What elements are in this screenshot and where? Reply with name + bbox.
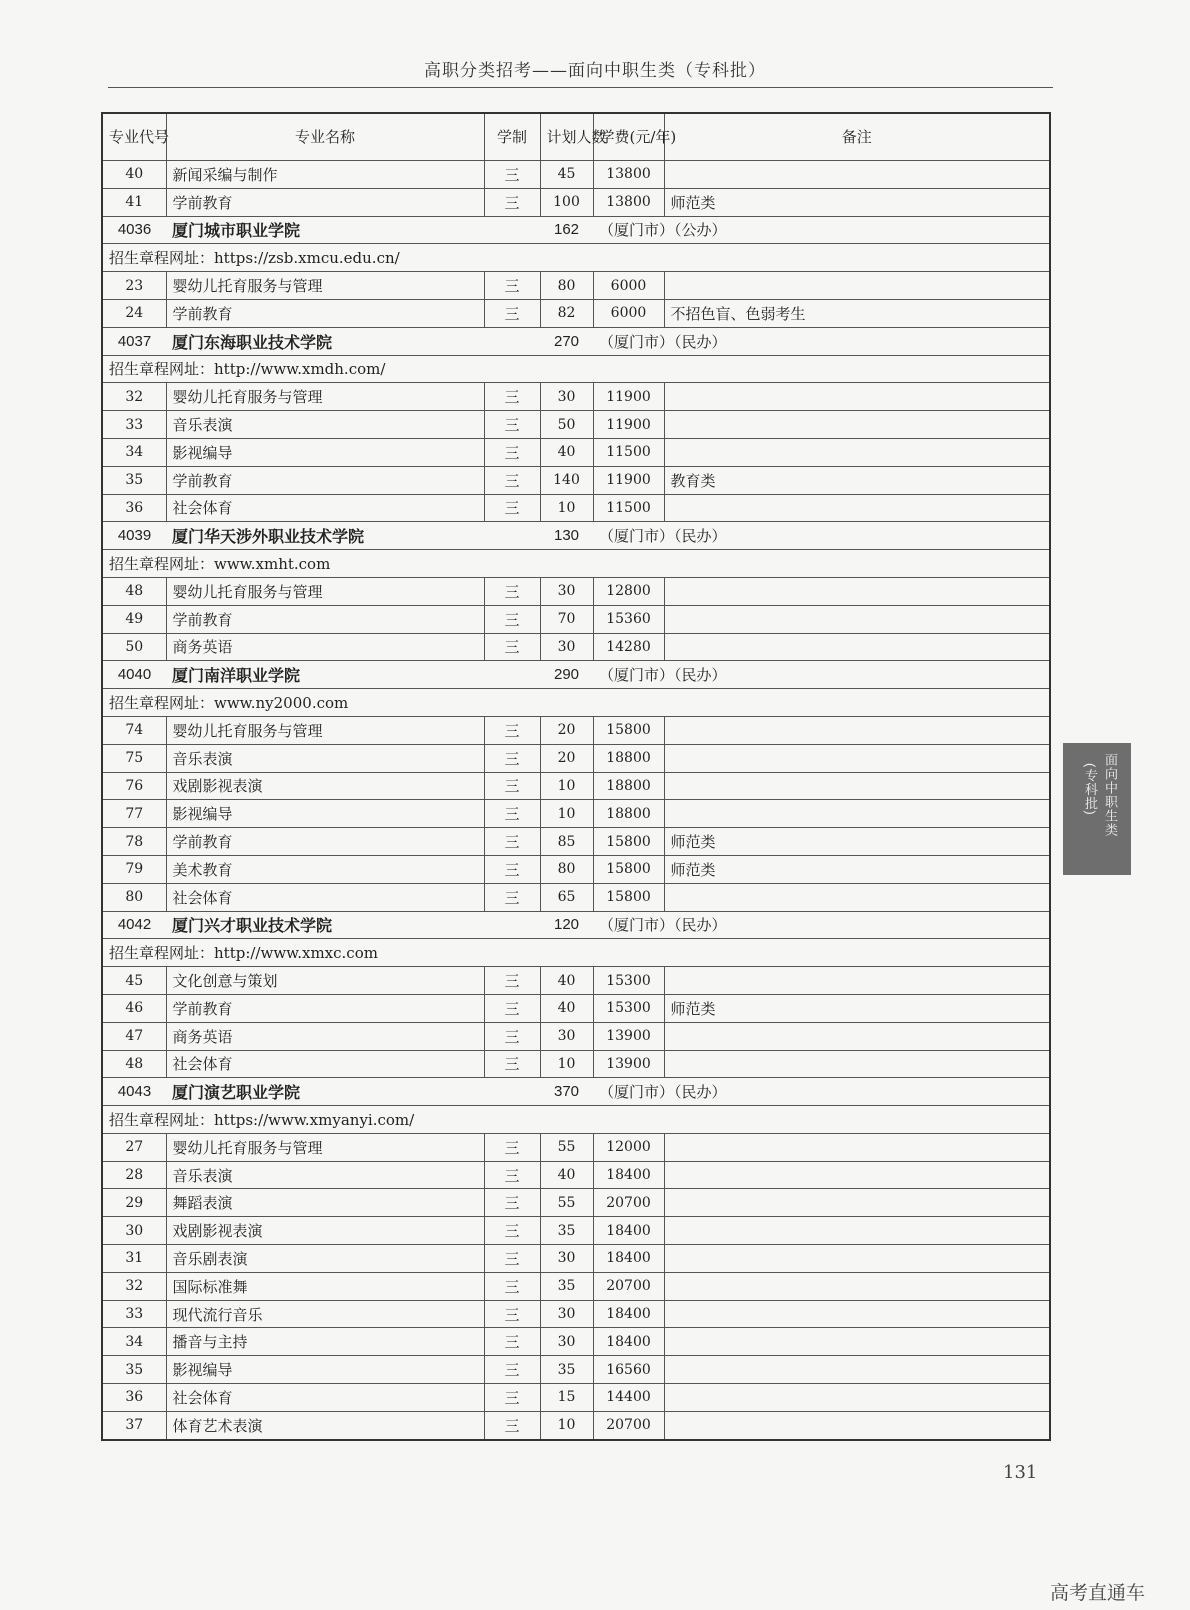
major-note: [664, 1022, 1050, 1050]
major-duration: 三: [484, 438, 540, 466]
major-note: [664, 1384, 1050, 1412]
major-name: 社会体育: [166, 1384, 484, 1412]
major-code: 48: [102, 1050, 166, 1078]
table-row: [102, 633, 1050, 661]
major-name: 音乐表演: [166, 411, 484, 439]
table-row: [102, 883, 1050, 911]
major-name: 影视编导: [166, 800, 484, 828]
major-plan: 35: [540, 1356, 593, 1384]
major-name: 婴幼儿托育服务与管理: [166, 577, 484, 605]
major-code: 31: [102, 1245, 166, 1273]
major-fee: 11500: [593, 438, 664, 466]
school-url: 招生章程网址：www.xmht.com: [102, 550, 1050, 578]
school-url: 招生章程网址：http://www.xmxc.com: [102, 939, 1050, 967]
major-plan: 40: [540, 438, 593, 466]
col-header-duration: 学制: [484, 113, 540, 161]
table-row: [102, 1217, 1050, 1245]
major-fee: 16560: [593, 1356, 664, 1384]
table-row: [102, 716, 1050, 744]
major-code: 34: [102, 438, 166, 466]
major-plan: 30: [540, 1022, 593, 1050]
major-duration: 三: [484, 1384, 540, 1412]
school-location: （厦门市）（民办）: [593, 911, 1050, 939]
major-fee: 15300: [593, 967, 664, 995]
major-plan: 20: [540, 716, 593, 744]
major-fee: 15800: [593, 716, 664, 744]
major-note: [664, 772, 1050, 800]
major-note: 不招色盲、色弱考生: [664, 299, 1050, 327]
table-row: [102, 1161, 1050, 1189]
major-note: [664, 161, 1050, 189]
major-duration: 三: [484, 1189, 540, 1217]
major-plan: 35: [540, 1217, 593, 1245]
major-duration: 三: [484, 1161, 540, 1189]
major-duration: 三: [484, 1217, 540, 1245]
major-code: 30: [102, 1217, 166, 1245]
major-plan: 40: [540, 967, 593, 995]
major-name: 音乐剧表演: [166, 1245, 484, 1273]
school-row: [102, 911, 1050, 939]
major-duration: 三: [484, 800, 540, 828]
table-row: [102, 1050, 1050, 1078]
school-location: （厦门市）（民办）: [593, 1078, 1050, 1106]
page-number: 131: [1003, 1462, 1038, 1483]
major-fee: 15360: [593, 605, 664, 633]
major-fee: 18400: [593, 1161, 664, 1189]
table-row: [102, 994, 1050, 1022]
table-row: [102, 272, 1050, 300]
major-name: 音乐表演: [166, 744, 484, 772]
major-duration: 三: [484, 1356, 540, 1384]
school-url: 招生章程网址：http://www.xmdh.com/: [102, 355, 1050, 383]
school-url: 招生章程网址：https://zsb.xmcu.edu.cn/: [102, 244, 1050, 272]
major-fee: 18800: [593, 744, 664, 772]
school-plan-total: 270: [540, 327, 593, 355]
school-url-row: [102, 355, 1050, 383]
school-url: 招生章程网址：www.ny2000.com: [102, 689, 1050, 717]
major-code: 35: [102, 466, 166, 494]
major-fee: 18400: [593, 1217, 664, 1245]
major-note: [664, 383, 1050, 411]
school-code: 4040: [102, 661, 166, 689]
major-note: [664, 577, 1050, 605]
major-name: 社会体育: [166, 1050, 484, 1078]
school-name: 厦门南洋职业学院: [166, 661, 540, 689]
school-plan-total: 370: [540, 1078, 593, 1106]
major-plan: 20: [540, 744, 593, 772]
school-code: 4042: [102, 911, 166, 939]
major-duration: 三: [484, 1411, 540, 1439]
table-row: [102, 1356, 1050, 1384]
table-row: [102, 855, 1050, 883]
table-row: [102, 1328, 1050, 1356]
col-header-code: 专业代号: [102, 113, 166, 161]
major-code: 48: [102, 577, 166, 605]
school-plan-total: 290: [540, 661, 593, 689]
major-code: 29: [102, 1189, 166, 1217]
major-fee: 14400: [593, 1384, 664, 1412]
major-name: 婴幼儿托育服务与管理: [166, 272, 484, 300]
table-row: [102, 383, 1050, 411]
section-side-tab: [1063, 743, 1131, 875]
school-url: 招生章程网址：https://www.xmyanyi.com/: [102, 1106, 1050, 1134]
school-url-row: [102, 244, 1050, 272]
table-row: [102, 1245, 1050, 1273]
major-note: [664, 883, 1050, 911]
major-name: 影视编导: [166, 1356, 484, 1384]
major-note: 师范类: [664, 855, 1050, 883]
table-row: [102, 605, 1050, 633]
major-name: 体育艺术表演: [166, 1411, 484, 1439]
table-row: [102, 800, 1050, 828]
major-note: [664, 744, 1050, 772]
major-note: [664, 1245, 1050, 1273]
major-duration: 三: [484, 1133, 540, 1161]
school-url-row: [102, 939, 1050, 967]
major-fee: 18400: [593, 1245, 664, 1273]
major-duration: 三: [484, 1022, 540, 1050]
school-plan-total: 162: [540, 216, 593, 244]
major-duration: 三: [484, 1272, 540, 1300]
table-row: [102, 967, 1050, 995]
table-row: [102, 744, 1050, 772]
school-name: 厦门华天涉外职业技术学院: [166, 522, 540, 550]
school-row: [102, 661, 1050, 689]
major-fee: 15800: [593, 855, 664, 883]
col-header-plan: 计划人数: [540, 113, 593, 161]
major-note: [664, 605, 1050, 633]
major-plan: 40: [540, 994, 593, 1022]
school-url-row: [102, 689, 1050, 717]
major-note: [664, 1050, 1050, 1078]
major-plan: 30: [540, 633, 593, 661]
major-name: 学前教育: [166, 299, 484, 327]
major-duration: 三: [484, 828, 540, 856]
major-plan: 30: [540, 1300, 593, 1328]
table-row: [102, 1133, 1050, 1161]
major-code: 41: [102, 188, 166, 216]
school-code: 4043: [102, 1078, 166, 1106]
major-code: 46: [102, 994, 166, 1022]
major-duration: 三: [484, 994, 540, 1022]
major-plan: 35: [540, 1272, 593, 1300]
major-duration: 三: [484, 716, 540, 744]
major-fee: 15800: [593, 883, 664, 911]
major-note: [664, 1133, 1050, 1161]
major-fee: 6000: [593, 272, 664, 300]
school-row: [102, 522, 1050, 550]
watermark: 高考直通车: [1050, 1583, 1146, 1604]
major-plan: 55: [540, 1189, 593, 1217]
school-location: （厦门市）（公办）: [593, 216, 1050, 244]
major-plan: 85: [540, 828, 593, 856]
major-note: [664, 272, 1050, 300]
table-row: [102, 188, 1050, 216]
major-plan: 15: [540, 1384, 593, 1412]
major-code: 34: [102, 1328, 166, 1356]
major-code: 23: [102, 272, 166, 300]
school-row: [102, 216, 1050, 244]
major-plan: 40: [540, 1161, 593, 1189]
major-code: 78: [102, 828, 166, 856]
major-plan: 10: [540, 494, 593, 522]
major-note: [664, 411, 1050, 439]
major-duration: 三: [484, 1328, 540, 1356]
table-row: [102, 828, 1050, 856]
major-code: 27: [102, 1133, 166, 1161]
major-note: [664, 1300, 1050, 1328]
major-duration: 三: [484, 744, 540, 772]
major-duration: 三: [484, 633, 540, 661]
major-note: [664, 1356, 1050, 1384]
school-code: 4036: [102, 216, 166, 244]
school-plan-total: 120: [540, 911, 593, 939]
school-location: （厦门市）（民办）: [593, 661, 1050, 689]
major-note: 教育类: [664, 466, 1050, 494]
school-name: 厦门演艺职业学院: [166, 1078, 540, 1106]
major-duration: 三: [484, 1245, 540, 1273]
major-plan: 10: [540, 1050, 593, 1078]
major-name: 戏剧影视表演: [166, 772, 484, 800]
table-row: [102, 494, 1050, 522]
major-name: 现代流行音乐: [166, 1300, 484, 1328]
major-code: 80: [102, 883, 166, 911]
col-header-fee: 学费(元/年): [593, 113, 664, 161]
major-fee: 13900: [593, 1022, 664, 1050]
major-code: 76: [102, 772, 166, 800]
side-tab-sublabel: (专科批): [1083, 763, 1098, 816]
major-duration: 三: [484, 577, 540, 605]
major-duration: 三: [484, 299, 540, 327]
major-code: 40: [102, 161, 166, 189]
major-plan: 10: [540, 772, 593, 800]
major-fee: 12000: [593, 1133, 664, 1161]
major-name: 美术教育: [166, 855, 484, 883]
major-fee: 18800: [593, 772, 664, 800]
major-name: 婴幼儿托育服务与管理: [166, 383, 484, 411]
major-fee: 6000: [593, 299, 664, 327]
major-note: [664, 494, 1050, 522]
header-divider: [108, 87, 1053, 88]
school-code: 4039: [102, 522, 166, 550]
major-note: [664, 1161, 1050, 1189]
table-row: [102, 466, 1050, 494]
major-plan: 70: [540, 605, 593, 633]
major-note: [664, 716, 1050, 744]
major-plan: 30: [540, 1328, 593, 1356]
major-code: 33: [102, 411, 166, 439]
major-note: 师范类: [664, 188, 1050, 216]
major-plan: 30: [540, 1245, 593, 1273]
major-code: 50: [102, 633, 166, 661]
table-row: [102, 1022, 1050, 1050]
major-code: 35: [102, 1356, 166, 1384]
major-fee: 13800: [593, 161, 664, 189]
major-name: 学前教育: [166, 605, 484, 633]
major-code: 32: [102, 383, 166, 411]
table-row: [102, 438, 1050, 466]
major-duration: 三: [484, 188, 540, 216]
major-note: [664, 1272, 1050, 1300]
major-code: 37: [102, 1411, 166, 1439]
major-fee: 11900: [593, 383, 664, 411]
major-duration: 三: [484, 605, 540, 633]
major-name: 舞蹈表演: [166, 1189, 484, 1217]
table-row: [102, 1189, 1050, 1217]
major-plan: 80: [540, 855, 593, 883]
major-name: 婴幼儿托育服务与管理: [166, 1133, 484, 1161]
side-tab-label: 面向中职生类: [1103, 753, 1118, 837]
major-name: 国际标准舞: [166, 1272, 484, 1300]
major-code: 79: [102, 855, 166, 883]
major-name: 商务英语: [166, 1022, 484, 1050]
major-plan: 55: [540, 1133, 593, 1161]
major-plan: 80: [540, 272, 593, 300]
school-location: （厦门市）（民办）: [593, 522, 1050, 550]
major-duration: 三: [484, 855, 540, 883]
school-url-row: [102, 550, 1050, 578]
major-plan: 140: [540, 466, 593, 494]
major-name: 影视编导: [166, 438, 484, 466]
major-duration: 三: [484, 161, 540, 189]
major-name: 学前教育: [166, 466, 484, 494]
major-fee: 18800: [593, 800, 664, 828]
major-name: 婴幼儿托育服务与管理: [166, 716, 484, 744]
major-name: 商务英语: [166, 633, 484, 661]
major-fee: 14280: [593, 633, 664, 661]
major-fee: 11500: [593, 494, 664, 522]
col-header-note: 备注: [664, 113, 1050, 161]
table-row: [102, 161, 1050, 189]
major-duration: 三: [484, 883, 540, 911]
major-fee: 20700: [593, 1272, 664, 1300]
major-note: [664, 1328, 1050, 1356]
major-name: 音乐表演: [166, 1161, 484, 1189]
major-name: 社会体育: [166, 494, 484, 522]
school-url-row: [102, 1106, 1050, 1134]
major-name: 学前教育: [166, 828, 484, 856]
table-row: [102, 577, 1050, 605]
major-code: 49: [102, 605, 166, 633]
major-plan: 82: [540, 299, 593, 327]
major-fee: 12800: [593, 577, 664, 605]
major-name: 戏剧影视表演: [166, 1217, 484, 1245]
major-fee: 20700: [593, 1189, 664, 1217]
major-plan: 10: [540, 800, 593, 828]
table-header-row: [102, 113, 1050, 161]
major-code: 45: [102, 967, 166, 995]
major-plan: 45: [540, 161, 593, 189]
major-note: [664, 1411, 1050, 1439]
major-code: 75: [102, 744, 166, 772]
school-code: 4037: [102, 327, 166, 355]
major-code: 24: [102, 299, 166, 327]
table-row: [102, 772, 1050, 800]
school-location: （厦门市）（民办）: [593, 327, 1050, 355]
major-note: [664, 1217, 1050, 1245]
major-fee: 13800: [593, 188, 664, 216]
major-code: 77: [102, 800, 166, 828]
major-name: 学前教育: [166, 994, 484, 1022]
major-code: 32: [102, 1272, 166, 1300]
major-note: [664, 1189, 1050, 1217]
major-name: 社会体育: [166, 883, 484, 911]
major-code: 36: [102, 494, 166, 522]
major-code: 47: [102, 1022, 166, 1050]
major-note: [664, 633, 1050, 661]
major-code: 74: [102, 716, 166, 744]
school-name: 厦门城市职业学院: [166, 216, 540, 244]
major-code: 36: [102, 1384, 166, 1412]
major-duration: 三: [484, 1300, 540, 1328]
page-header-title: 高职分类招考——面向中职生类（专科批）: [424, 61, 766, 81]
school-row: [102, 1078, 1050, 1106]
school-name: 厦门东海职业技术学院: [166, 327, 540, 355]
major-name: 文化创意与策划: [166, 967, 484, 995]
school-plan-total: 130: [540, 522, 593, 550]
major-fee: 11900: [593, 411, 664, 439]
major-code: 33: [102, 1300, 166, 1328]
major-plan: 50: [540, 411, 593, 439]
major-note: 师范类: [664, 828, 1050, 856]
major-plan: 30: [540, 383, 593, 411]
major-duration: 三: [484, 772, 540, 800]
major-duration: 三: [484, 967, 540, 995]
major-note: [664, 800, 1050, 828]
major-code: 28: [102, 1161, 166, 1189]
table-row: [102, 1411, 1050, 1439]
major-name: 学前教育: [166, 188, 484, 216]
major-plan: 65: [540, 883, 593, 911]
major-plan: 30: [540, 577, 593, 605]
table-row: [102, 1300, 1050, 1328]
major-duration: 三: [484, 466, 540, 494]
school-row: [102, 327, 1050, 355]
major-note: [664, 438, 1050, 466]
major-fee: 15300: [593, 994, 664, 1022]
major-fee: 20700: [593, 1411, 664, 1439]
major-fee: 11900: [593, 466, 664, 494]
major-fee: 18400: [593, 1300, 664, 1328]
table-row: [102, 299, 1050, 327]
major-duration: 三: [484, 494, 540, 522]
major-duration: 三: [484, 1050, 540, 1078]
major-fee: 18400: [593, 1328, 664, 1356]
major-fee: 15800: [593, 828, 664, 856]
table-row: [102, 411, 1050, 439]
table-row: [102, 1384, 1050, 1412]
col-header-name: 专业名称: [166, 113, 484, 161]
admissions-table: [101, 112, 1051, 1441]
table-row: [102, 1272, 1050, 1300]
school-name: 厦门兴才职业技术学院: [166, 911, 540, 939]
major-note: 师范类: [664, 994, 1050, 1022]
major-plan: 10: [540, 1411, 593, 1439]
major-note: [664, 967, 1050, 995]
major-name: 新闻采编与制作: [166, 161, 484, 189]
major-duration: 三: [484, 383, 540, 411]
major-plan: 100: [540, 188, 593, 216]
major-fee: 13900: [593, 1050, 664, 1078]
major-duration: 三: [484, 272, 540, 300]
major-name: 播音与主持: [166, 1328, 484, 1356]
major-duration: 三: [484, 411, 540, 439]
